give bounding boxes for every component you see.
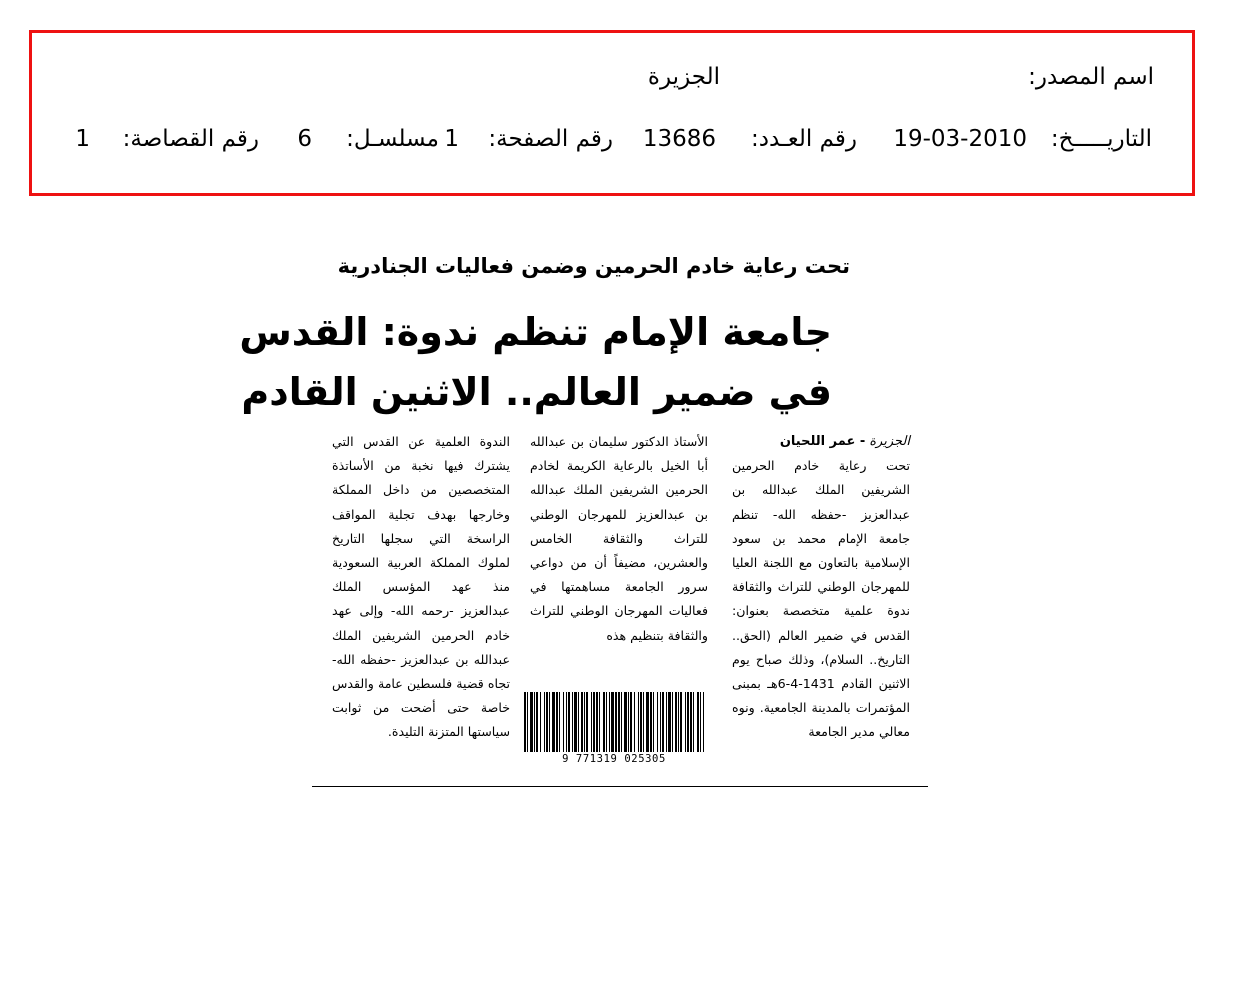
barcode-bar <box>700 692 701 752</box>
source-value: الجزيرة <box>647 64 720 90</box>
barcode-bar <box>593 692 595 752</box>
barcode-bar <box>638 692 639 752</box>
barcode-bar <box>603 692 605 752</box>
serial-label: مسلسـل: <box>346 126 439 152</box>
barcode-bar <box>650 692 652 752</box>
barcode-bar <box>657 692 658 752</box>
barcode-bar <box>693 692 694 752</box>
barcode-bar <box>675 692 677 752</box>
barcode-bar <box>552 692 555 752</box>
barcode-bar <box>568 692 570 752</box>
barcode-bar <box>546 692 548 752</box>
barcode-bar <box>524 692 526 752</box>
barcode-bar <box>574 692 577 752</box>
barcode-bar <box>609 692 610 752</box>
date-value: 19-03-2010 <box>893 126 1027 152</box>
barcode-bars <box>520 692 708 752</box>
clipping-bottom-rule <box>312 786 928 787</box>
article-column-2 <box>530 430 708 648</box>
byline <box>732 430 910 454</box>
barcode-bar <box>581 692 583 752</box>
barcode-bar <box>672 692 673 752</box>
barcode-bar <box>596 692 598 752</box>
barcode <box>520 692 708 768</box>
barcode-number: 9 771319 025305 <box>562 753 666 765</box>
column-2-text: الأستاذ الدكتور سليمان بن عبدالله أبا الخيل بالرعاية الكريمة لخادم الحرمين الشريفين الملك عبدالله بن عبدالعزيز للمهرجان الوطني للتراث والثقافة الخامس والعشرين، مضيفاً أن من دواعي سرور الجامعة مساهمتها في فعاليات المهرجان الوطني للتراث والثقافة بتنظيم هذه <box>530 434 708 643</box>
barcode-bar <box>630 692 632 752</box>
barcode-bar <box>666 692 667 752</box>
barcode-bar <box>586 692 588 752</box>
barcode-bar <box>687 692 689 752</box>
barcode-bar <box>556 692 558 752</box>
barcode-bar <box>566 692 567 752</box>
barcode-bar <box>540 692 541 752</box>
barcode-bar <box>621 692 622 752</box>
clip-number-label: رقم القصاصة: <box>122 126 259 152</box>
page-number-value: 1 <box>444 126 459 152</box>
barcode-bar <box>643 692 644 752</box>
clip-number-value: 1 <box>75 126 90 152</box>
barcode-bar <box>703 692 704 752</box>
source-label: اسم المصدر: <box>1028 64 1154 90</box>
page-number-label: رقم الصفحة: <box>488 126 613 152</box>
byline-author: - عمر اللحيان <box>779 434 866 449</box>
barcode-bar <box>578 692 579 752</box>
barcode-bar <box>611 692 614 752</box>
byline-newspaper: الجزيرة <box>869 434 910 449</box>
barcode-bar <box>662 692 664 752</box>
barcode-bar <box>527 692 528 752</box>
column-1-text: تحت رعاية خادم الحرمين الشريفين الملك عبدالله بن عبدالعزيز -حفظه الله- تنظم جامعة الإمام محمد بن سعود الإسلامية بالتعاون مع اللجنة العليا للمهرجان الوطني للتراث والثقافة ندوة علمية متخصصة بعنوان: القدس في ضمير العالم (الحق.. التاريخ.. السلام)، وذلك صباح يوم الاثنين القادم 1431-4-6هـ بمبنى المؤتمرات بالمدينة الجامعية. ونوه معالي مدير الجامعة <box>732 458 910 740</box>
barcode-bar <box>634 692 635 752</box>
date-label: التاريـــــخ: <box>1050 126 1152 152</box>
article-column-3 <box>332 430 510 745</box>
barcode-bar <box>544 692 545 752</box>
barcode-bar <box>640 692 642 752</box>
barcode-bar <box>572 692 573 752</box>
issue-details-row <box>32 121 1192 157</box>
barcode-bar <box>599 692 600 752</box>
headline-line-1: جامعة الإمام تنظم ندوة: القدس <box>239 310 832 354</box>
barcode-bar <box>559 692 560 752</box>
article-column-1 <box>732 430 910 745</box>
issue-number-value: 13686 <box>642 126 716 152</box>
issue-number-label: رقم العـدد: <box>750 126 857 152</box>
barcode-bar <box>591 692 592 752</box>
serial-value: 6 <box>297 126 312 152</box>
barcode-bar <box>628 692 629 752</box>
barcode-bar <box>534 692 535 752</box>
barcode-bar <box>646 692 649 752</box>
barcode-bar <box>530 692 533 752</box>
barcode-bar <box>549 692 550 752</box>
barcode-bar <box>697 692 699 752</box>
barcode-bar <box>624 692 627 752</box>
barcode-bar <box>678 692 679 752</box>
source-metadata-box <box>29 30 1195 196</box>
barcode-bar <box>660 692 661 752</box>
barcode-bar <box>615 692 617 752</box>
barcode-bar <box>653 692 654 752</box>
barcode-bar <box>680 692 682 752</box>
newspaper-clipping <box>239 248 928 788</box>
barcode-bar <box>618 692 620 752</box>
source-row <box>32 59 1192 95</box>
barcode-bar <box>685 692 686 752</box>
article-kicker: تحت رعاية خادم الحرمين وضمن فعاليات الجنادرية <box>337 254 850 278</box>
barcode-bar <box>606 692 607 752</box>
column-3-text: الندوة العلمية عن القدس التي يشترك فيها نخبة من الأساتذة المتخصصين من داخل المملكة وخارجها بهدف تجلية المواقف الراسخة التي سجلها التاريخ لملوك المملكة العربية السعودية منذ عهد المؤسس الملك عبدالعزيز -رحمه الله- وإلى عهد خادم الحرمين الشريفين الملك عبدالله بن عبدالعزيز -حفظه الله- تجاه قضية فلسطين عامة والقدس خاصة حتى أضحت من ثوابت سياستها المتزنة التليدة. <box>332 434 510 740</box>
barcode-bar <box>690 692 692 752</box>
barcode-bar <box>563 692 564 752</box>
barcode-bar <box>584 692 585 752</box>
barcode-bar <box>536 692 538 752</box>
headline-line-2: في ضمير العالم.. الاثنين القادم <box>241 370 832 414</box>
barcode-bar <box>668 692 671 752</box>
